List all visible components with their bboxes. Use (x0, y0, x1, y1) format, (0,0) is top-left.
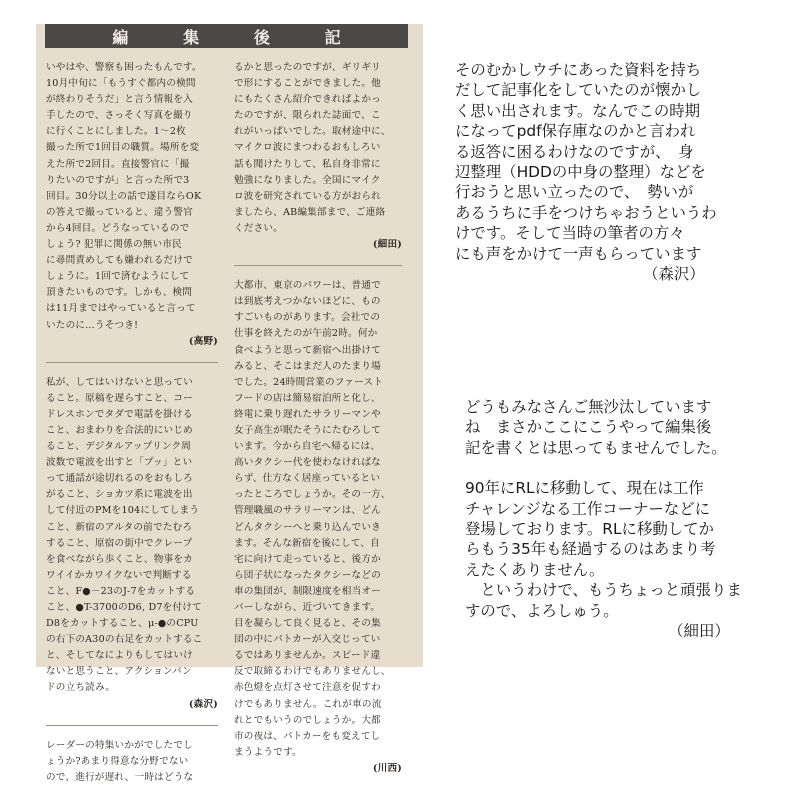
entry-line: に行くことにしました。1～2枚 (46, 126, 186, 138)
entry-line: ドレスホンでタダで電話を掛ける (46, 408, 193, 420)
entry-signature: (高野) (188, 335, 218, 347)
entry-line: にもたくさん紹介できればよかっ (234, 94, 381, 106)
entry-line: 目を凝らして良く見ると、その集 (234, 618, 381, 630)
scan-header (45, 24, 408, 48)
column-entry (234, 278, 402, 777)
entry-divider (46, 725, 218, 726)
entry-line: ロ波を研究されている方がおられ (234, 190, 381, 202)
entry-line: まうようです。 (234, 746, 302, 758)
entry-divider (234, 265, 402, 266)
note-line: だして記事化をしていたのが懐かし (455, 81, 702, 100)
entry-line: ので、進行が遅れ、一時はどうな (46, 771, 194, 783)
entry-line: から4回目。どうなっているので (46, 222, 190, 234)
entry-line: って通話が途切れるのをおもしろ (46, 473, 193, 485)
entry-line: 市の夜は、パトカーをも変えてし (234, 730, 381, 742)
entry-line: みると、そこはまだ人のたまり場 (234, 360, 381, 372)
entry-line: いやはや、警察も困ったもんです。 (46, 62, 202, 73)
header-char: 集 (183, 27, 200, 47)
entry-signature: (川西) (372, 762, 402, 774)
entry-line: は到底考えつかないほどに、もの (234, 296, 381, 308)
entry-line: 手したので、さっそく写真を撮り (46, 110, 193, 122)
entry-line: D8をカットすること、μ-●のCPU (46, 618, 199, 630)
note-signature: （森沢） (643, 265, 705, 284)
entry-line: ワイイかカワイクないで判断する (46, 569, 192, 581)
column-entry (46, 375, 218, 726)
entry-line: るかと思ったのですが、ギリギリ (234, 62, 381, 73)
note-line: チャレンジなる工作コーナーなどに (465, 499, 711, 518)
note-line: どうもみなさんご無沙汰しています (465, 398, 712, 416)
entry-line: ら団子状になったタクシーなどの (234, 569, 381, 581)
note-line: にも声をかけて一声もらっています (455, 244, 702, 263)
entry-line: ょうか?あまり得意な分野でない (46, 755, 189, 767)
entry-line: が終わりそうだ」と言う情報を入 (46, 94, 193, 106)
note-line: 90年にRLに移動して、現在は工作 (465, 479, 704, 498)
entry-line: 回目。30分以上の話で遂目ならOK (46, 190, 202, 202)
entry-line: ドの立ち読み。 (46, 682, 116, 694)
note-line: ね まさかここにこうやって編集後 (465, 418, 712, 437)
entry-line: 食べようと思って新宿へ出掛けて (234, 344, 381, 356)
entry-line: マイクロ波にまつわるおもしろい (234, 142, 381, 154)
entry-line: ましたら、AB編集部まで、ご連絡 (234, 206, 386, 218)
entry-line: います。今から自宅へ帰るには、 (234, 441, 381, 453)
entry-line: こと、新宿のアルタの前でたむろ (46, 521, 193, 533)
note-line: く思い出されます。なんでこの時期 (455, 101, 701, 120)
entry-line: 終電に乗り遅れたサラリーマンや (234, 408, 381, 420)
entry-line: 宅に向けて走っていると、後方か (234, 553, 381, 565)
entry-line: どんタクシーへと乗り込んでいき (234, 521, 381, 533)
scan-right-column (234, 60, 402, 789)
entry-line: しょうに。1回で済むようにして (46, 271, 190, 283)
entry-line: らず、仕方なく居座っているとい (234, 473, 381, 485)
note-line: すので、よろしゅう。 (465, 601, 619, 620)
entry-line: すごいものがあります。会社での (234, 312, 381, 324)
note-signature: （細田） (668, 622, 730, 641)
entry-line: バーしながら、近づいてきます。 (234, 602, 381, 613)
entry-line: すること、原宿の街中でクレープ (46, 537, 193, 549)
note-line: 辺整理（HDDの中身の整理）などを (455, 163, 706, 182)
scan-left-column (46, 60, 218, 798)
entry-line: 赤色燈を点灯させて注意を促すわ (234, 682, 381, 694)
note-line: 登場しております。RLに移動してか (465, 520, 714, 539)
note-line: そのむかしウチにあった資料を持ち (455, 61, 702, 79)
entry-line: と、そしてなによりもしてはいけ (46, 650, 193, 662)
entry-line: ったところでしょうか。その一方、 (234, 489, 391, 501)
note-line: 記を書くとは思ってもませんでした。 (465, 438, 727, 457)
entry-line: で形にすることができました。他 (234, 78, 381, 90)
column-entry (46, 60, 218, 363)
note-hosoda (465, 397, 742, 641)
entry-line: ないと思うこと、アクションバン (46, 666, 192, 678)
entry-line: けでもありません。これが車の流 (234, 698, 382, 710)
entry-line: レーダーの特集いかがでしたでし (46, 739, 193, 751)
note-line: というわけで、もうちょっと頑張りま (465, 581, 742, 600)
entry-line: れとでもいうのでしょうか。大都 (234, 714, 381, 726)
note-line: えたくありません。 (465, 560, 605, 579)
note-line (465, 458, 742, 478)
entry-line: りたいのですが」と言った所で3 (46, 174, 190, 186)
entry-line: 管理職風のサラリーマンは、どん (234, 505, 381, 517)
entry-line: 私が、してはいけないと思ってい (46, 376, 193, 388)
entry-line: しょう? 犯罪に関係の無い市民 (46, 239, 182, 251)
entry-line: 話も聞けたりして、私自身非常に (234, 158, 381, 170)
entry-line: 波数で電波を出すと「プッ」とい (46, 457, 193, 469)
entry-line: に尋問責めしても嫌われるだけで (46, 255, 193, 267)
entry-line: 10月中旬に「もうすぐ都内の検問 (46, 78, 196, 90)
note-line: 行おうと思い立ったので、 勢いが (455, 183, 694, 202)
note-line: けです。そして当時の筆者の方々 (455, 224, 685, 243)
entry-signature: (森沢) (188, 698, 218, 710)
entry-line: こと、おまわりを合法的にいじめ (46, 424, 193, 436)
entry-line: 大都市、東京のパワーは、普通で (234, 280, 381, 292)
entry-line: こと、F●－23のJ-7をカットする (46, 585, 196, 597)
entry-line: えた所で2回目。直接警官に「撮 (46, 158, 190, 170)
entry-line: 車の集団が、制限速度を相当オー (234, 585, 381, 597)
entry-line: がること、ショカツ系に電波を出 (46, 489, 193, 501)
entry-signature: (細田) (372, 239, 402, 251)
entry-line: フードの店は簡易宿泊所と化し、 (234, 392, 381, 404)
column-entry (234, 60, 402, 266)
entry-line: れがいっぱいでした。取材途中に、 (234, 126, 391, 138)
entry-line: は11月まではやっていると言って (46, 303, 196, 315)
entry-line: たのですが、限られた誌面で、こ (234, 110, 381, 122)
entry-line: るではありませんか。スピード違 (234, 650, 381, 662)
header-char: 編 (112, 27, 129, 47)
entry-line: ること、デジタルアップリンク周 (46, 441, 192, 453)
entry-line: 高いタクシー代を使わなければな (234, 457, 381, 469)
entry-line: こと、●T-3700のD6, D7を付けて (46, 602, 202, 613)
note-line: らもう35年も経過するのはあまり考 (465, 540, 716, 559)
entry-line: ること。原稿を遅らすこと、コー (46, 392, 193, 404)
entry-line: いたのに…うそつき! (46, 319, 139, 331)
entry-line: ます。そんな新宿を後にして、自 (234, 537, 380, 549)
entry-line: ください。 (234, 222, 283, 234)
entry-line: 頂きたいものです。しかも、検問 (46, 287, 193, 299)
entry-divider (46, 362, 218, 363)
entry-line: 仕事を終えたのが午前2時。何か (234, 328, 378, 340)
entry-line: 勉強になりました。全国にマイク (234, 174, 381, 186)
entry-line: でした。24時間営業のファースト (234, 376, 384, 388)
entry-line: を食べながら歩くこと、物事をカ (46, 553, 193, 565)
entry-line: 女子高生が眠たそうにたむろして (234, 424, 381, 436)
header-char: 記 (324, 27, 341, 47)
entry-line: 反で取締るわけでもありませんし、 (234, 666, 391, 678)
magazine-scan (36, 24, 423, 783)
note-morisawa (455, 60, 717, 284)
header-char: 後 (253, 27, 270, 47)
column-entry (46, 738, 218, 786)
entry-line: 撮った所で1回目の職質。場所を変 (46, 142, 200, 154)
entry-line: 団の中にパトカーが入交じってい (234, 634, 381, 646)
entry-line: の右下のA30の右足をカットするこ (46, 634, 203, 646)
note-line: あるうちに手をつけちゃおうというわ (455, 203, 717, 222)
entry-line: して付近のPMを104にしてしまう (46, 505, 200, 517)
note-line: る返答に困るわけなのですが、 身 (455, 142, 694, 161)
entry-line: の答えで撮っていると、違う警官 (46, 206, 193, 218)
note-line: になってpdf保存庫なのかと言われ (455, 122, 696, 141)
